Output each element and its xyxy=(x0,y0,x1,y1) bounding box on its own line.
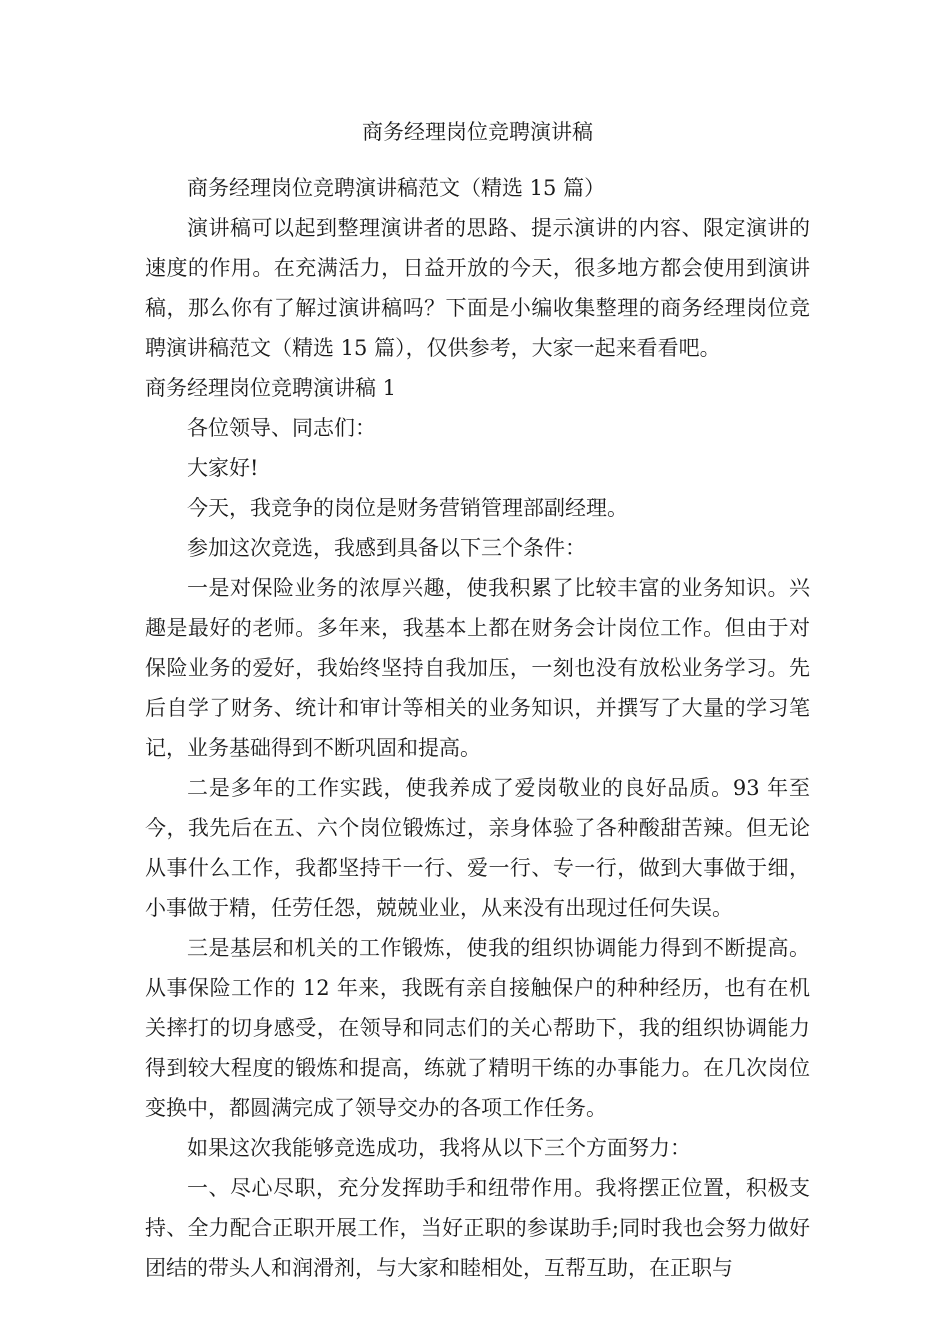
paragraph: 各位领导、同志们： xyxy=(187,416,376,440)
paragraph-list xyxy=(145,168,810,1288)
paragraph: 三是基层和机关的工作锻炼，使我的组织协调能力得到不断提高。从事保险工作的 12 年来，我既有亲自接触保户的种种经历，也有在机关摔打的切身感受，在领导和同志们的关心帮助下，我的组织协调能力得到较大程度的锻炼和提高，练就了精明干练的办事能力。在几次岗位变换中，都圆满完成了领导交办的各项工作任务。 xyxy=(145,936,810,1120)
paragraph: 二是多年的工作实践，使我养成了爱岗敬业的良好品质。93 年至今，我先后在五、六个岗位锻炼过，亲身体验了各种酸甜苦辣。但无论从事什么工作，我都坚持干一行、爱一行、专一行，做到大事做于细，小事做于精，任劳任怨，兢兢业业，从来没有出现过任何失误。 xyxy=(145,776,810,920)
paragraph: 大家好! xyxy=(187,456,259,480)
document-body xyxy=(145,112,810,1288)
paragraph: 一、尽心尽职，充分发挥助手和纽带作用。我将摆正位置，积极支持、全力配合正职开展工作，当好正职的参谋助手;同时我也会努力做好团结的带头人和润滑剂，与大家和睦相处，互帮互助，在正职与 xyxy=(145,1176,810,1280)
paragraph: 今天，我竞争的岗位是财务营销管理部副经理。 xyxy=(187,496,628,520)
document-title: 商务经理岗位竞聘演讲稿 xyxy=(362,120,593,144)
paragraph: 演讲稿可以起到整理演讲者的思路、提示演讲的内容、限定演讲的速度的作用。在充满活力，日益开放的今天，很多地方都会使用到演讲稿，那么你有了解过演讲稿吗？下面是小编收集整理的商务经理岗位竞聘演讲稿范文（精选 15 篇），仅供参考，大家一起来看看吧。 xyxy=(145,216,810,360)
section-heading: 商务经理岗位竞聘演讲稿 1 xyxy=(145,376,397,400)
paragraph: 一是对保险业务的浓厚兴趣，使我积累了比较丰富的业务知识。兴趣是最好的老师。多年来，我基本上都在财务会计岗位工作。但由于对保险业务的爱好，我始终坚持自我加压，一刻也没有放松业务学习。先后自学了财务、统计和审计等相关的业务知识，并撰写了大量的学习笔记，业务基础得到不断巩固和提高。 xyxy=(145,576,810,760)
paragraph: 参加这次竞选，我感到具备以下三个条件： xyxy=(187,536,586,560)
paragraph: 商务经理岗位竞聘演讲稿范文（精选 15 篇） xyxy=(187,176,606,200)
paragraph: 如果这次我能够竞选成功，我将从以下三个方面努力： xyxy=(187,1136,691,1160)
